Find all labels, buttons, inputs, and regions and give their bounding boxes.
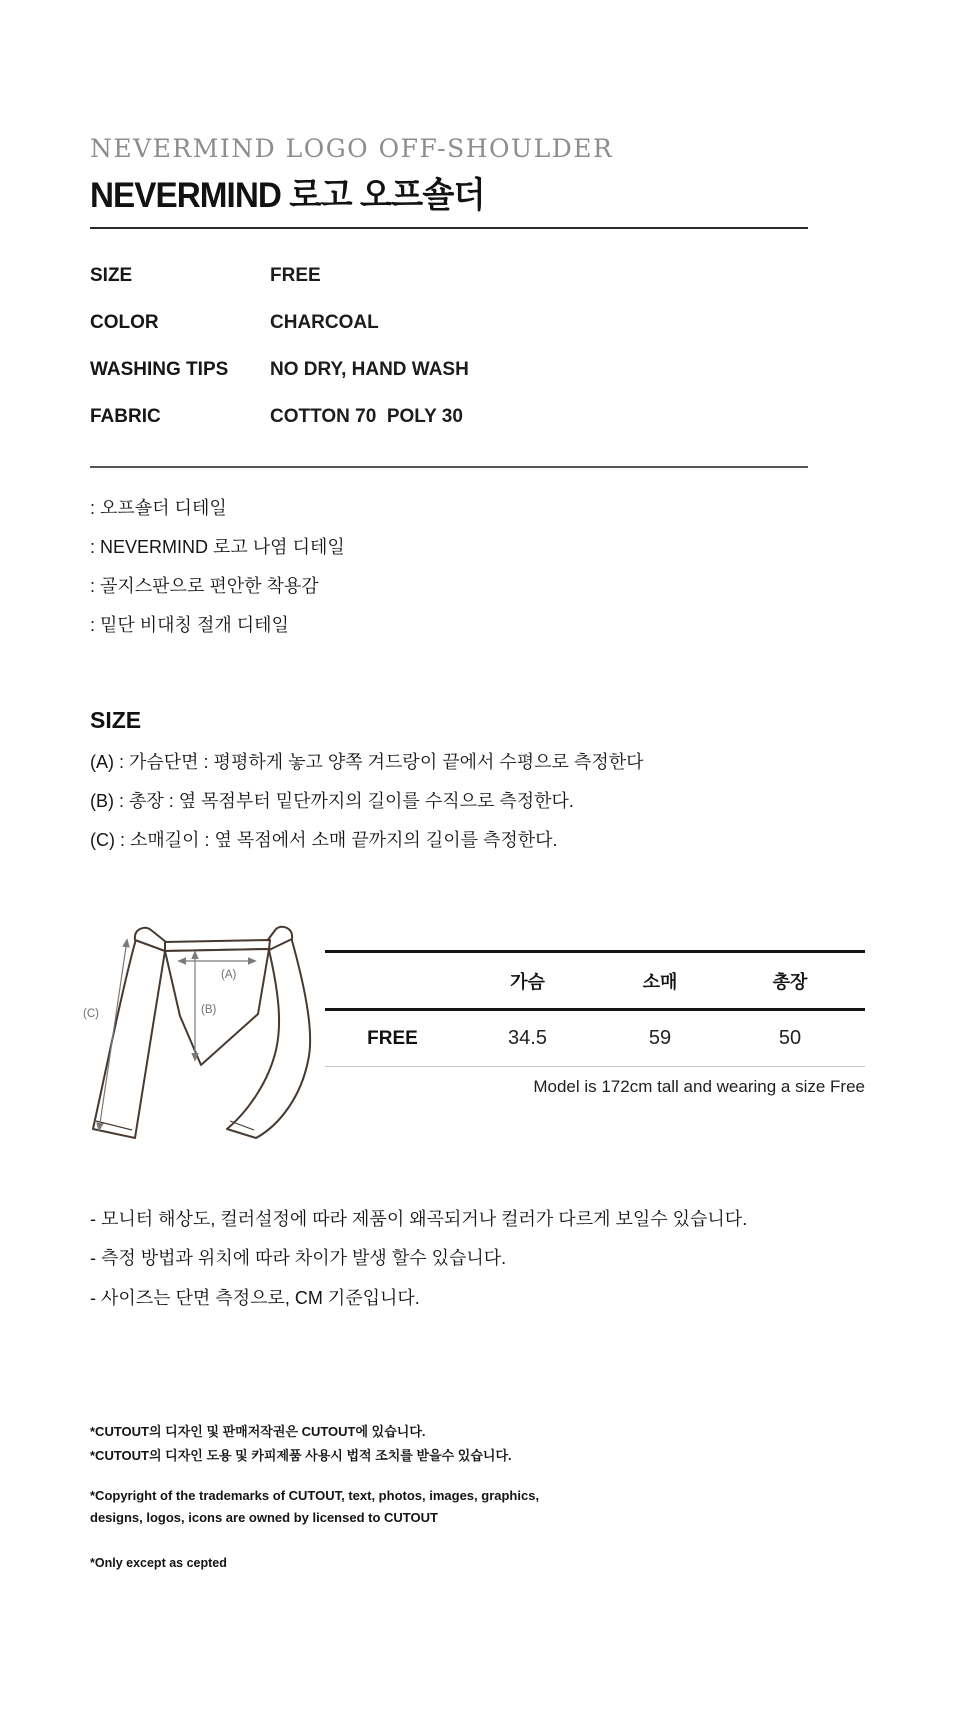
size-table-header-length: 총장 <box>772 971 808 992</box>
spec-label: FABRIC <box>90 405 161 427</box>
measure-guide-c: (C) : 소매길이 : 옆 목점에서 소매 끝까지의 길이를 측정한다. <box>90 829 558 850</box>
diagram-label-b: (B) <box>201 1004 217 1016</box>
diagram-label-c: (C) <box>83 1008 99 1020</box>
diagram-label-a: (A) <box>221 969 237 981</box>
footer-line: designs, logos, icons are owned by licensed to CUTOUT <box>90 1510 438 1525</box>
detail-item: : 밑단 비대칭 절개 디테일 <box>90 614 289 635</box>
detail-item: : 오프숄더 디테일 <box>90 497 227 518</box>
size-table <box>325 950 865 1067</box>
detail-list <box>90 487 808 643</box>
product-title-korean: NEVERMIND 로고 오프숄더 <box>90 176 485 215</box>
notice-item: - 측정 방법과 위치에 따라 차이가 발생 할수 있습니다. <box>90 1248 507 1269</box>
spec-row-washing-tips <box>90 346 808 393</box>
model-info: Model is 172cm tall and wearing a size Free <box>533 1077 865 1096</box>
size-table-length-value: 50 <box>778 1027 802 1049</box>
spec-value: COTTON 70 POLY 30 <box>270 405 463 427</box>
footer-line: *CUTOUT의 디자인 및 판매저작권은 CUTOUT에 있습니다. <box>90 1424 426 1439</box>
detail-item: : 골지스판으로 편안한 착용감 <box>90 575 319 596</box>
footer-line: *CUTOUT의 디자인 도용 및 카피제품 사용시 법적 조치를 받을수 있습니다. <box>90 1448 512 1463</box>
size-table-size-name: FREE <box>367 1027 418 1049</box>
measure-guide-list <box>90 741 850 858</box>
size-table-header-sleeve: 소매 <box>642 971 678 992</box>
measure-guide-a: (A) : 가슴단면 : 평평하게 놓고 양쪽 겨드랑이 끝에서 수평으로 측정한다 <box>90 751 644 772</box>
footer-korean-copyright <box>90 1421 810 1469</box>
garment-diagram-svg <box>83 924 320 1148</box>
spec-row-fabric <box>90 393 808 440</box>
size-table-sleeve-value: 59 <box>648 1027 672 1049</box>
spec-list <box>90 252 808 440</box>
size-table-header-row <box>325 953 865 1011</box>
footer-english-copyright <box>90 1488 810 1532</box>
spec-row-color <box>90 299 808 346</box>
garment-body <box>165 949 269 1065</box>
measure-guide-b: (B) : 총장 : 옆 목점부터 밑단까지의 길이를 수직으로 측정한다. <box>90 790 574 811</box>
detail-item: : NEVERMIND 로고 나염 디테일 <box>90 536 345 557</box>
size-section-heading: SIZE <box>90 707 142 733</box>
spec-label: SIZE <box>90 264 133 286</box>
spec-row-size <box>90 252 808 299</box>
footer-line: *Copyright of the trademarks of CUTOUT, text, photos, images, graphics, <box>90 1488 540 1503</box>
spec-value: FREE <box>270 264 321 286</box>
size-table-header-chest: 가슴 <box>510 971 545 992</box>
spec-value: CHARCOAL <box>270 311 379 333</box>
spec-label: WASHING TIPS <box>90 358 229 380</box>
notice-item: - 모니터 해상도, 컬러설정에 따라 제품이 왜곡되거나 컬러가 다르게 보일수 있습니다. <box>90 1208 748 1229</box>
size-table-chest-value: 34.5 <box>508 1027 547 1049</box>
notice-item: - 사이즈는 단면 측정으로, CM 기준입니다. <box>90 1287 420 1308</box>
product-title-english: NEVERMIND LOGO OFF-SHOULDER <box>90 134 614 163</box>
garment-diagram <box>83 924 320 1148</box>
left-sleeve <box>93 939 165 1138</box>
spec-label: COLOR <box>90 311 159 333</box>
divider-specs-bottom <box>90 466 808 468</box>
notice-list <box>90 1198 850 1317</box>
footer-exception-note: *Only except as cepted <box>90 1556 227 1570</box>
spec-value: NO DRY, HAND WASH <box>270 358 469 380</box>
divider-top <box>90 227 808 229</box>
size-table-data-row <box>325 1011 865 1067</box>
